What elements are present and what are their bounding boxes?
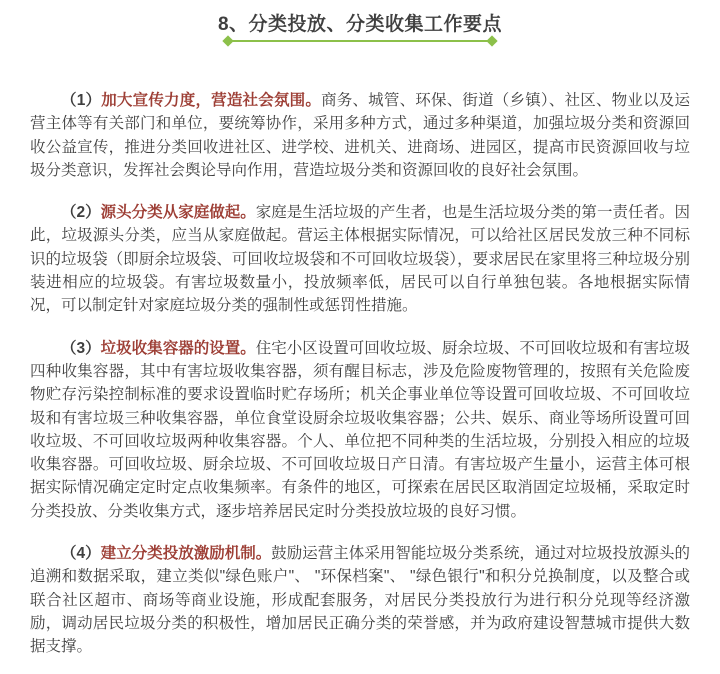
paragraph-4-text: 鼓励运营主体采用智能垃圾分类系统，通过对垃圾投放源头的追溯和数据采取，建立类似"绿色账户"、 "环保档案"、 "绿色银行"和积分兑换制度，以及整合或联合社区超市、商场等商业设施，形成配套服务，对居民分类投放行为进行积分兑现等经济激励，调动居民垃圾分类的积极性，增加居民正确分类的荣誉感，并为政府建设智慧城市提供大数据支撑。 <box>30 545 690 656</box>
paragraph-2-lead: 源头分类从家庭做起。 <box>100 204 256 222</box>
paragraph-3 <box>30 337 690 523</box>
paragraph-3-text: 住宅小区设置可回收垃圾、厨余垃圾、不可回收垃圾和有害垃圾四种收集容器，其中有害垃圾收集容器，须有醒目标志，涉及危险废物管理的，按照有关危险废物贮存污染控制标准的要求设置临时贮存场所；机关企事业单位等设置可回收垃圾、不可回收垃圾和有害垃圾三种收集容器，单位食堂设厨余垃圾收集容器；公共、娱乐、商业等场所设置可回收垃圾、不可回收垃圾两种收集容器。个人、单位把不同种类的生活垃圾，分别投入相应的垃圾收集容器。可回收垃圾、厨余垃圾、不可回收垃圾日产日清。有害垃圾产生量小，运营主体可根据实际情况确定定时定点收集频率。有条件的地区，可探索在居民区取消固定垃圾桶，采取定时分类投放、分类收集方式，逐步培养居民定时分类投放垃圾的良好习惯。 <box>30 339 690 520</box>
paragraph-4-lead: 建立分类投放激励机制。 <box>100 545 272 563</box>
paragraph-2-number: （2） <box>61 204 101 222</box>
paragraph-3-lead: 垃圾收集容器的设置。 <box>100 339 256 357</box>
paragraph-2 <box>30 201 690 317</box>
paragraph-1-text: 商务、城管、环保、街道（乡镇）、社区、物业以及运营主体等有关部门和单位，要统筹协作，采用多种方式，通过多种渠道，加强垃圾分类和资源回收公益宣传，推进分类回收进社区、进学校、进机关、进商场、进园区，提高市民资源回收与垃圾分类意识，发挥社会舆论导向作用，营造垃圾分类和资源回收的良好社会氛围。 <box>30 92 690 179</box>
title-block <box>0 0 720 42</box>
paragraph-4 <box>30 542 690 658</box>
document-body <box>0 89 720 659</box>
paragraph-1-number: （1） <box>61 92 102 109</box>
title-underline-rule <box>228 40 492 42</box>
page-title: 8、分类投放、分类收集工作要点 <box>217 14 503 35</box>
paragraph-1 <box>30 89 690 182</box>
paragraph-4-number: （4） <box>61 545 101 563</box>
paragraph-1-lead: 加大宣传力度，营造社会氛围。 <box>101 92 322 109</box>
paragraph-2-text: 家庭是生活垃圾的产生者，也是生活垃圾分类的第一责任者。因此，垃圾源头分类，应当从家庭做起。营运主体根据实际情况，可以给社区居民发放三种不同标识的垃圾袋（即厨余垃圾袋、可回收垃圾袋和不可回收垃圾袋），要求居民在家里将三种垃圾分别装进相应的垃圾袋。有害垃圾数量小，投放频率低，居民可以自行单独包装。各地根据实际情况，可以制定针对家庭垃圾分类的强制性或惩罚性措施。 <box>30 204 690 315</box>
paragraph-3-number: （3） <box>61 339 101 357</box>
